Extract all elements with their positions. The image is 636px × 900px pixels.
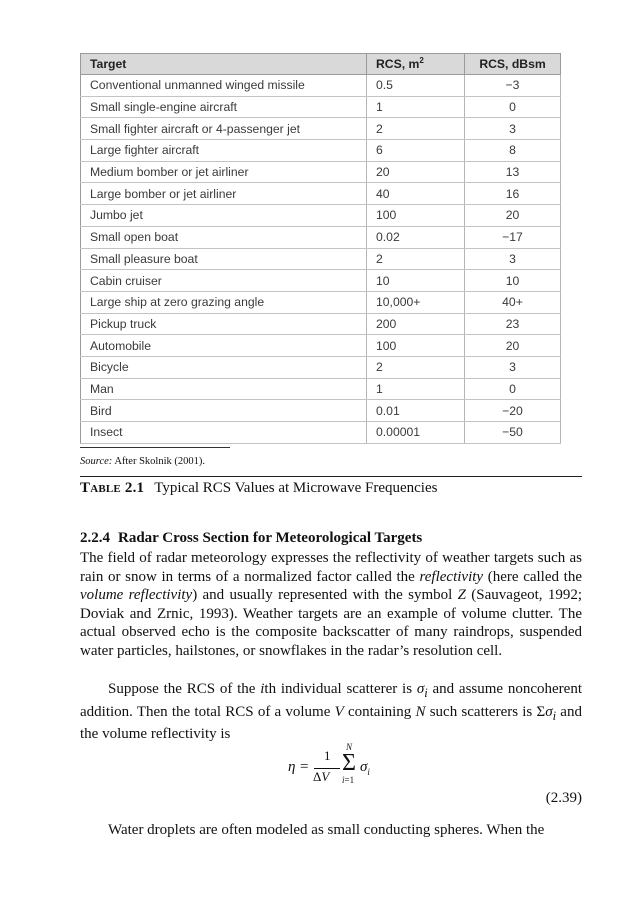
cell-rcs-dbsm: 3	[465, 118, 561, 140]
eq-eta: η	[288, 759, 296, 775]
table-header-row	[81, 54, 561, 75]
p2-sigma: σ	[416, 681, 425, 697]
cell-rcs-dbsm: −17	[465, 226, 561, 248]
cell-rcs-m2: 1	[367, 378, 465, 400]
cell-target: Jumbo jet	[81, 205, 367, 227]
p2-text-6: and the volume reflectivity is	[80, 703, 582, 743]
cell-rcs-dbsm: −3	[465, 75, 561, 97]
source-text: After Skolnik (2001).	[114, 456, 206, 467]
cell-rcs-dbsm: 0	[465, 378, 561, 400]
p1-emph-volume-reflectivity: volume reflectivity	[80, 587, 193, 604]
p2-var-n: N	[415, 703, 426, 720]
p2-sigma-2: σ	[545, 703, 553, 720]
cell-rcs-dbsm: 40+	[465, 291, 561, 313]
cell-target: Insect	[81, 422, 367, 444]
cell-target: Small single-engine aircraft	[81, 96, 367, 118]
cell-target: Medium bomber or jet airliner	[81, 161, 367, 183]
cell-target: Cabin cruiser	[81, 270, 367, 292]
table-row	[81, 291, 561, 313]
cell-target: Pickup truck	[81, 313, 367, 335]
p2-text-1: Suppose the RCS of the	[108, 681, 261, 697]
cell-target: Man	[81, 378, 367, 400]
table-caption	[80, 480, 437, 497]
cell-target: Large bomber or jet airliner	[81, 183, 367, 205]
source-note	[80, 456, 205, 467]
paragraph-2	[80, 680, 582, 744]
caption-number: Table 2.1	[80, 480, 145, 496]
cell-target: Small fighter aircraft or 4-passenger jet	[81, 118, 367, 140]
cell-rcs-m2: 100	[367, 205, 465, 227]
eq-numerator: 1	[324, 748, 331, 763]
rcs-table	[80, 53, 561, 444]
table-row	[81, 226, 561, 248]
table-row	[81, 422, 561, 444]
table-row	[81, 96, 561, 118]
cell-target: Bicycle	[81, 356, 367, 378]
eq-sum-lower	[342, 775, 354, 785]
p1-text-3: ) and usually represented with the symbol	[192, 587, 458, 604]
eq-sigma: σ	[360, 759, 368, 775]
table-row	[81, 335, 561, 357]
p2-sigma-sub-2: i	[552, 708, 557, 723]
caption-rule	[80, 476, 582, 477]
p1-text-1: The field of radar meteorology expresses the reflectivity of weather targets such as rain or snow in terms of a normalized factor called the	[80, 550, 582, 585]
cell-rcs-dbsm: 0	[465, 96, 561, 118]
p1-text-2: (here called the	[483, 568, 582, 585]
cell-rcs-m2: 0.5	[367, 75, 465, 97]
eq-equals: =	[300, 759, 309, 775]
cell-target: Small pleasure boat	[81, 248, 367, 270]
cell-rcs-m2: 40	[367, 183, 465, 205]
eq-delta: Δ	[313, 769, 322, 784]
cell-rcs-dbsm: 3	[465, 356, 561, 378]
cell-rcs-dbsm: 3	[465, 248, 561, 270]
table-row	[81, 205, 561, 227]
p2-text-5: such scatterers is Σ	[425, 703, 546, 720]
p2-text-4: containing	[343, 703, 416, 720]
cell-target: Large fighter aircraft	[81, 140, 367, 162]
table-row	[81, 270, 561, 292]
table-row	[81, 183, 561, 205]
cell-rcs-dbsm: 16	[465, 183, 561, 205]
cell-rcs-m2: 6	[367, 140, 465, 162]
cell-rcs-m2: 1	[367, 96, 465, 118]
cell-rcs-m2: 2	[367, 356, 465, 378]
header-target: Target	[81, 54, 367, 75]
cell-target: Bird	[81, 400, 367, 422]
p2-var-i: i	[260, 681, 265, 697]
paragraph-3: Water droplets are often modeled as small conducting spheres. When the	[108, 822, 545, 838]
cell-rcs-m2: 100	[367, 335, 465, 357]
cell-rcs-dbsm: 20	[465, 335, 561, 357]
p2-text-2: th individual scatterer is	[264, 681, 417, 697]
table-row	[81, 161, 561, 183]
cell-rcs-m2: 0.01	[367, 400, 465, 422]
p1-emph-reflectivity: reflectivity	[419, 568, 484, 585]
cell-target: Large ship at zero grazing angle	[81, 291, 367, 313]
cell-rcs-dbsm: −50	[465, 422, 561, 444]
cell-rcs-m2: 10	[367, 270, 465, 292]
eq-v: V	[321, 769, 330, 784]
eq-sum-lower-rest: =1	[344, 775, 355, 785]
section-number: 2.2.4	[80, 530, 110, 546]
cell-target: Small open boat	[81, 226, 367, 248]
table-row	[81, 140, 561, 162]
cell-rcs-m2: 0.00001	[367, 422, 465, 444]
cell-rcs-m2: 2	[367, 118, 465, 140]
header-rcs-m2-sup: 2	[419, 55, 424, 65]
paragraph-1	[80, 549, 582, 661]
source-rule	[80, 447, 230, 448]
cell-rcs-m2: 10,000+	[367, 291, 465, 313]
cell-rcs-m2: 200	[367, 313, 465, 335]
header-rcs-m2	[367, 54, 465, 75]
cell-rcs-m2: 0.02	[367, 226, 465, 248]
cell-rcs-dbsm: 20	[465, 205, 561, 227]
table-row	[81, 313, 561, 335]
table-row	[81, 118, 561, 140]
cell-rcs-m2: 20	[367, 161, 465, 183]
table-row	[81, 378, 561, 400]
header-rcs-m2-label: RCS, m	[376, 57, 420, 71]
p1-symbol-z: Z	[457, 587, 466, 604]
equation-number: (2.39)	[545, 790, 582, 806]
header-rcs-dbsm: RCS, dBsm	[465, 54, 561, 75]
cell-target: Automobile	[81, 335, 367, 357]
eq-sigma-sub: i	[367, 767, 370, 777]
p2-var-v: V	[334, 703, 344, 720]
eq-denominator	[313, 769, 329, 785]
source-label: Source:	[80, 456, 113, 467]
eq-sum-sign: Σ	[342, 750, 356, 776]
equation-2-39	[280, 742, 400, 793]
cell-rcs-dbsm: 8	[465, 140, 561, 162]
cell-target: Conventional unmanned winged missile	[81, 75, 367, 97]
cell-rcs-dbsm: 23	[465, 313, 561, 335]
eq-sum-lower-var: i	[342, 775, 345, 785]
table-row	[81, 75, 561, 97]
cell-rcs-dbsm: 13	[465, 161, 561, 183]
eq-sum-upper: N	[346, 742, 353, 752]
cell-rcs-dbsm: 10	[465, 270, 561, 292]
section-heading	[80, 530, 422, 547]
p2-sigma-sub: i	[424, 686, 428, 700]
p1-text-4: (Sauvageot, 1992; Doviak and Zrnic, 1993). Weather targets are an example of volume clutter. The actual observed echo is the composite backscatter of many raindrops, suspended water particles, hailstones, or snowflakes in the radar’s resolution cell.	[80, 587, 582, 659]
eq-sigma-term	[360, 759, 370, 777]
table-row	[81, 248, 561, 270]
p2-text-3: and assume noncoherent addition. Then the total RCS of a volume	[80, 681, 583, 720]
cell-rcs-m2: 2	[367, 248, 465, 270]
table-body	[81, 75, 561, 444]
section-title: Radar Cross Section for Meteorological Targets	[118, 530, 423, 546]
table-row	[81, 400, 561, 422]
table-row	[81, 356, 561, 378]
cell-rcs-dbsm: −20	[465, 400, 561, 422]
caption-title: Typical RCS Values at Microwave Frequencies	[154, 480, 438, 496]
